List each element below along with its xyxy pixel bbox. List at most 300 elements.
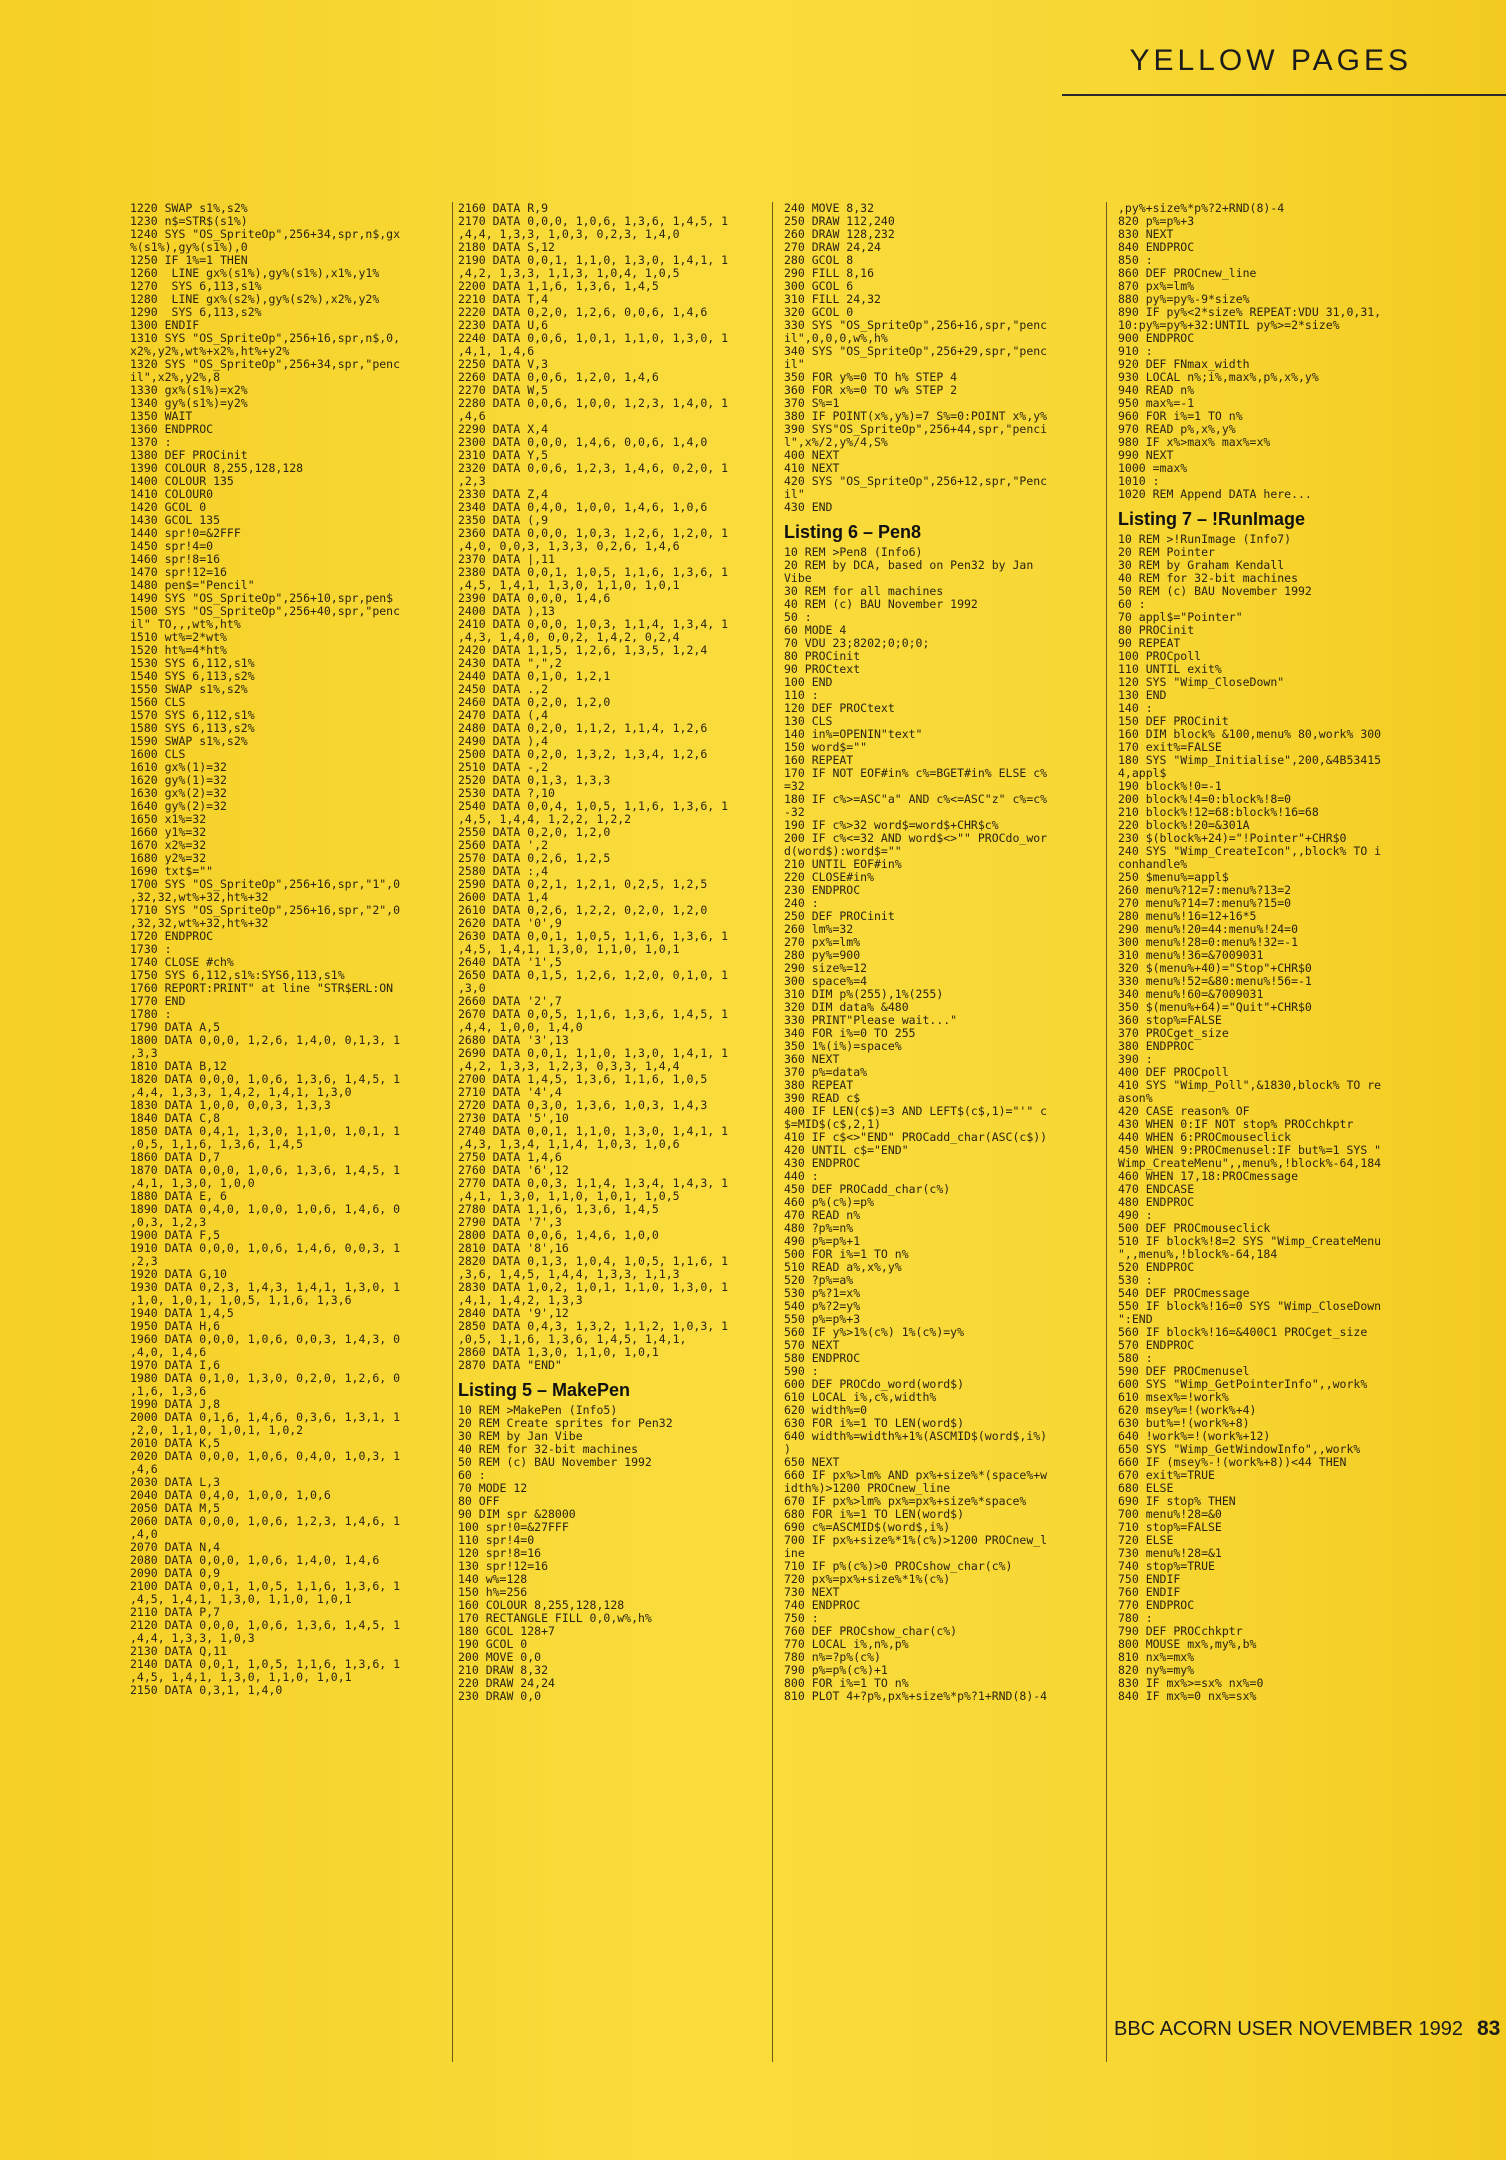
- code-line: 2240 DATA 0,0,6, 1,0,1, 1,1,0, 1,3,0, 1: [458, 331, 729, 345]
- code-line: 410 SYS "Wimp_Poll",&1830,block% TO re: [1118, 1078, 1382, 1092]
- code-line: 170 exit%=FALSE: [1118, 740, 1222, 754]
- code-line: 180 IF c%>=ASC"a" AND c%<=ASC"z" c%=c%: [784, 792, 1048, 806]
- code-line: 60 :: [458, 1468, 486, 1482]
- code-line: ,32,32,wt%+32,ht%+32: [130, 916, 269, 930]
- code-line: il": [784, 357, 805, 371]
- code-line: ,4,6: [130, 1462, 158, 1476]
- code-line: 140 in%=OPENIN"text": [784, 727, 923, 741]
- code-line: 2180 DATA S,12: [458, 240, 555, 254]
- code-line: 1630 gx%(2)=32: [130, 786, 227, 800]
- code-line: ,4,1, 1,3,0, 1,1,0, 1,0,1, 1,0,5: [458, 1189, 680, 1203]
- code-line: 320 $(menu%+40)="Stop"+CHR$0: [1118, 961, 1312, 975]
- code-line: 2070 DATA N,4: [130, 1540, 221, 1554]
- code-line: 1940 DATA 1,4,5: [130, 1306, 234, 1320]
- code-line: 1620 gy%(1)=32: [130, 773, 227, 787]
- code-line: 810 nx%=mx%: [1118, 1650, 1195, 1664]
- code-line: 110 spr!4=0: [458, 1533, 535, 1547]
- code-line: 2390 DATA 0,0,0, 1,4,6: [458, 591, 611, 605]
- code-line: %(s1%),gy%(s1%),0: [130, 240, 248, 254]
- code-line: ,4,1, 1,3,0, 1,0,0: [130, 1176, 255, 1190]
- code-line: 2860 DATA 1,3,0, 1,1,0, 1,0,1: [458, 1345, 659, 1359]
- code-line: 170 IF NOT EOF#in% c%=BGET#in% ELSE c%: [784, 766, 1048, 780]
- code-line: 1280 LINE gx%(s2%),gy%(s2%),x2%,y2%: [130, 292, 380, 306]
- code-line: 1830 DATA 1,0,0, 0,0,3, 1,3,3: [130, 1098, 331, 1112]
- code-line: 730 menu%!28=&1: [1118, 1546, 1222, 1560]
- listing-column-4: [1118, 202, 1432, 1703]
- column-divider: [772, 202, 773, 2062]
- code-line: 280 py%=900: [784, 948, 861, 962]
- code-line: 70 VDU 23;8202;0;0;0;: [784, 636, 930, 650]
- code-line: 470 ENDCASE: [1118, 1182, 1195, 1196]
- code-line: 1420 GCOL 0: [130, 500, 207, 514]
- code-line: 420 UNTIL c$="END": [784, 1143, 909, 1157]
- code-line: 750 ENDIF: [1118, 1572, 1181, 1586]
- code-line: 300 GCOL 6: [784, 279, 854, 293]
- code-line: 2600 DATA 1,4: [458, 890, 549, 904]
- listing-heading: Listing 6 – Pen8: [784, 522, 922, 542]
- code-line: 2710 DATA '4',4: [458, 1085, 562, 1099]
- code-line: 20 REM Pointer: [1118, 545, 1215, 559]
- code-line: 480 ENDPROC: [1118, 1195, 1195, 1209]
- code-line: 2170 DATA 0,0,0, 1,0,6, 1,3,6, 1,4,5, 1: [458, 214, 729, 228]
- code-line: 2850 DATA 0,4,3, 1,3,2, 1,1,2, 1,0,3, 1: [458, 1319, 729, 1333]
- code-line: 10 REM >MakePen (Info5): [458, 1403, 618, 1417]
- code-line: 2320 DATA 0,0,6, 1,2,3, 1,4,6, 0,2,0, 1: [458, 461, 729, 475]
- code-line: 510 IF block%!8=2 SYS "Wimp_CreateMenu: [1118, 1234, 1382, 1248]
- code-line: 130 CLS: [784, 714, 833, 728]
- code-line: 1670 x2%=32: [130, 838, 207, 852]
- code-line: 2640 DATA '1',5: [458, 955, 562, 969]
- code-line: 2010 DATA K,5: [130, 1436, 221, 1450]
- code-line: 790 p%=p%(c%)+1: [784, 1663, 888, 1677]
- code-line: 630 but%=!(work%+8): [1118, 1416, 1250, 1430]
- code-line: 760 ENDIF: [1118, 1585, 1181, 1599]
- code-line: 600 DEF PROCdo_word(word$): [784, 1377, 965, 1391]
- code-line: 4,appl$: [1118, 766, 1167, 780]
- code-line: 2870 DATA "END": [458, 1358, 562, 1372]
- code-line: x2%,y2%,wt%+x2%,ht%+y2%: [130, 344, 290, 358]
- code-line: 120 SYS "Wimp_CloseDown": [1118, 675, 1285, 689]
- code-line: 30 REM for all machines: [784, 584, 944, 598]
- code-line: 2810 DATA '8',16: [458, 1241, 569, 1255]
- code-line: 1350 WAIT: [130, 409, 193, 423]
- code-line: 2310 DATA Y,5: [458, 448, 549, 462]
- code-line: ,32,32,wt%+32,ht%+32: [130, 890, 269, 904]
- code-line: 220 block%!20=&301A: [1118, 818, 1250, 832]
- code-line: ,3,0: [458, 981, 486, 995]
- code-line: 1300 ENDIF: [130, 318, 200, 332]
- code-line: 500 FOR i%=1 TO n%: [784, 1247, 909, 1261]
- code-line: 200 MOVE 0,0: [458, 1650, 542, 1664]
- code-line: ,1,6, 1,3,6: [130, 1384, 207, 1398]
- code-line: 160 DIM block% &100,menu% 80,work% 300: [1118, 727, 1382, 741]
- code-line: 1500 SYS "OS_SpriteOp",256+40,spr,"penc: [130, 604, 401, 618]
- code-line: 310 FILL 24,32: [784, 292, 881, 306]
- code-line: 2430 DATA ",",2: [458, 656, 562, 670]
- code-line: 2530 DATA ?,10: [458, 786, 555, 800]
- code-line: 2500 DATA 0,2,0, 1,3,2, 1,3,4, 1,2,6: [458, 747, 708, 761]
- code-line: 720 px%=px%+size%*1%(c%): [784, 1572, 951, 1586]
- code-line: 60 :: [1118, 597, 1146, 611]
- code-line: 710 IF p%(c%)>0 PROCshow_char(c%): [784, 1559, 1013, 1573]
- page-number: 83: [1477, 2017, 1501, 2040]
- code-line: 970 READ p%,x%,y%: [1118, 422, 1236, 436]
- code-line: ,1,0, 1,0,1, 1,0,5, 1,1,6, 1,3,6: [130, 1293, 352, 1307]
- code-line: 250 $menu%=appl$: [1118, 870, 1229, 884]
- code-line: 2130 DATA Q,11: [130, 1644, 227, 1658]
- code-line: il",x2%,y2%,8: [130, 370, 221, 384]
- code-line: 1590 SWAP s1%,s2%: [130, 734, 248, 748]
- code-line: ,4,1, 1,4,2, 1,3,3: [458, 1293, 583, 1307]
- code-line: 380 IF POINT(x%,y%)=7 S%=0:POINT x%,y%: [784, 409, 1048, 423]
- code-line: 190 block%!0=-1: [1118, 779, 1222, 793]
- code-line: ,4,2, 1,3,3, 1,1,3, 1,0,4, 1,0,5: [458, 266, 680, 280]
- code-line: 390 READ c$: [784, 1091, 861, 1105]
- code-line: 330 menu%!52=&80:menu%!56=-1: [1118, 974, 1312, 988]
- code-line: 2580 DATA :,4: [458, 864, 549, 878]
- code-line: 2020 DATA 0,0,0, 1,0,6, 0,4,0, 1,0,3, 1: [130, 1449, 401, 1463]
- code-line: 840 ENDPROC: [1118, 240, 1195, 254]
- code-line: 520 ?p%=a%: [784, 1273, 854, 1287]
- code-line: ,3,3: [130, 1046, 158, 1060]
- code-line: 720 ELSE: [1118, 1533, 1174, 1547]
- code-line: 1530 SYS 6,112,s1%: [130, 656, 255, 670]
- code-line: 210 block%!12=68:block%!16=68: [1118, 805, 1319, 819]
- code-line: 2790 DATA '7',3: [458, 1215, 562, 1229]
- code-line: 2760 DATA '6',12: [458, 1163, 569, 1177]
- code-line: 1810 DATA B,12: [130, 1059, 227, 1073]
- code-line: 1840 DATA C,8: [130, 1111, 221, 1125]
- code-line: ,3,6, 1,4,5, 1,4,4, 1,3,3, 1,1,3: [458, 1267, 680, 1281]
- code-line: 640 width%=width%+1%(ASCMID$(word$,i%): [784, 1429, 1048, 1443]
- code-line: 1870 DATA 0,0,0, 1,0,6, 1,3,6, 1,4,5, 1: [130, 1163, 401, 1177]
- code-line: 2230 DATA U,6: [458, 318, 549, 332]
- listing-column-1: [130, 202, 454, 1697]
- code-line: 160 COLOUR 8,255,128,128: [458, 1598, 625, 1612]
- code-line: 2670 DATA 0,0,5, 1,1,6, 1,3,6, 1,4,5, 1: [458, 1007, 729, 1021]
- code-line: =32: [784, 779, 805, 793]
- code-line: 1800 DATA 0,0,0, 1,2,6, 1,4,0, 0,1,3, 1: [130, 1033, 401, 1047]
- code-line: 510 READ a%,x%,y%: [784, 1260, 902, 1274]
- code-line: 1930 DATA 0,2,3, 1,4,3, 1,4,1, 1,3,0, 1: [130, 1280, 401, 1294]
- code-line: 150 word$="": [784, 740, 868, 754]
- code-line: 660 IF px%>lm% AND px%+size%*(space%+w: [784, 1468, 1048, 1482]
- code-line: 2250 DATA V,3: [458, 357, 549, 371]
- code-line: 2770 DATA 0,0,3, 1,1,4, 1,3,4, 1,4,3, 1: [458, 1176, 729, 1190]
- code-line: ,4,2, 1,3,3, 1,2,3, 0,3,3, 1,4,4: [458, 1059, 680, 1073]
- code-line: 2120 DATA 0,0,0, 1,0,6, 1,3,6, 1,4,5, 1: [130, 1618, 401, 1632]
- code-line: 2000 DATA 0,1,6, 1,4,6, 0,3,6, 1,3,1, 1: [130, 1410, 401, 1424]
- code-line: 240 MOVE 8,32: [784, 202, 875, 215]
- code-line: 400 DEF PROCpoll: [1118, 1065, 1229, 1079]
- code-line: 2550 DATA 0,2,0, 1,2,0: [458, 825, 611, 839]
- code-line: ,4,0, 1,4,6: [130, 1345, 207, 1359]
- code-line: 660 IF (msey%-!(work%+8))<44 THEN: [1118, 1455, 1347, 1469]
- code-line: 740 stop%=TRUE: [1118, 1559, 1215, 1573]
- code-line: 830 NEXT: [1118, 227, 1174, 241]
- code-line: 260 DRAW 128,232: [784, 227, 895, 241]
- code-line: 440 :: [784, 1169, 819, 1183]
- code-line: 2270 DATA W,5: [458, 383, 549, 397]
- code-line: 520 ENDPROC: [1118, 1260, 1195, 1274]
- code-line: 810 PLOT 4+?p%,px%+size%*p%?1+RND(8)-4: [784, 1689, 1048, 1703]
- code-line: 1430 GCOL 135: [130, 513, 221, 527]
- code-line: 930 LOCAL n%;i%,max%,p%,x%,y%: [1118, 370, 1319, 384]
- code-line: 1470 spr!12=16: [130, 565, 227, 579]
- code-line: 1340 gy%(s1%)=y2%: [130, 396, 248, 410]
- code-line: 140 :: [1118, 701, 1153, 715]
- code-line: 370 S%=1: [784, 396, 840, 410]
- code-line: 2520 DATA 0,1,3, 1,3,3: [458, 773, 611, 787]
- code-line: 540 p%?2=y%: [784, 1299, 861, 1313]
- code-line: ,4,4, 1,3,3, 1,0,3, 0,2,3, 1,4,0: [458, 227, 680, 241]
- code-line: 330 SYS "OS_SpriteOp",256+16,spr,"penc: [784, 318, 1048, 332]
- code-line: 2540 DATA 0,0,4, 1,0,5, 1,1,6, 1,3,6, 1: [458, 799, 729, 813]
- code-line: 800 FOR i%=1 TO n%: [784, 1676, 909, 1690]
- code-line: 120 DEF PROCtext: [784, 701, 895, 715]
- code-line: 230 DRAW 0,0: [458, 1689, 542, 1703]
- code-line: 450 DEF PROCadd_char(c%): [784, 1182, 951, 1196]
- code-line: 2420 DATA 1,1,5, 1,2,6, 1,3,5, 1,2,4: [458, 643, 708, 657]
- code-line: 370 PROCget_size: [1118, 1026, 1229, 1040]
- code-line: 2140 DATA 0,0,1, 1,0,5, 1,1,6, 1,3,6, 1: [130, 1657, 401, 1671]
- code-line: 590 :: [784, 1364, 819, 1378]
- code-line: 540 DEF PROCmessage: [1118, 1286, 1250, 1300]
- code-line: 1890 DATA 0,4,0, 1,0,0, 1,0,6, 1,4,6, 0: [130, 1202, 401, 1216]
- code-line: 1850 DATA 0,4,1, 1,3,0, 1,1,0, 1,0,1, 1: [130, 1124, 401, 1138]
- code-line: 150 DEF PROCinit: [1118, 714, 1229, 728]
- code-line: 230 ENDPROC: [784, 883, 861, 897]
- code-line: 420 SYS "OS_SpriteOp",256+12,spr,"Penc: [784, 474, 1048, 488]
- code-line: 610 LOCAL i%,c%,width%: [784, 1390, 937, 1404]
- code-line: 640 !work%=!(work%+12): [1118, 1429, 1271, 1443]
- code-line: 370 p%=data%: [784, 1065, 868, 1079]
- code-line: 1360 ENDPROC: [130, 422, 214, 436]
- code-line: 770 LOCAL i%,n%,p%: [784, 1637, 909, 1651]
- code-line: 40 REM for 32-bit machines: [1118, 571, 1299, 585]
- code-line: 2040 DATA 0,4,0, 1,0,0, 1,0,6: [130, 1488, 331, 1502]
- code-line: 360 NEXT: [784, 1052, 840, 1066]
- section-header: YELLOW PAGES: [1129, 44, 1412, 77]
- code-line: 1680 y2%=32: [130, 851, 207, 865]
- code-line: 790 DEF PROCchkptr: [1118, 1624, 1243, 1638]
- code-line: 1560 CLS: [130, 695, 186, 709]
- code-line: 900 ENDPROC: [1118, 331, 1195, 345]
- code-line: 680 ELSE: [1118, 1481, 1174, 1495]
- code-line: 1480 pen$="Pencil": [130, 578, 255, 592]
- code-line: 2590 DATA 0,2,1, 1,2,1, 0,2,5, 1,2,5: [458, 877, 708, 891]
- code-line: 2210 DATA T,4: [458, 292, 549, 306]
- code-line: 580 :: [1118, 1351, 1153, 1365]
- code-line: 310 DIM p%(255),1%(255): [784, 987, 944, 1001]
- code-line: 610 msex%=!work%: [1118, 1390, 1229, 1404]
- code-line: 100 END: [784, 675, 833, 689]
- code-line: 1650 x1%=32: [130, 812, 207, 826]
- code-line: ason%: [1118, 1091, 1153, 1105]
- code-line: 250 DRAW 112,240: [784, 214, 895, 228]
- code-line: 1260 LINE gx%(s1%),gy%(s1%),x1%,y1%: [130, 266, 380, 280]
- code-line: 1750 SYS 6,112,s1%:SYS6,113,s1%: [130, 968, 345, 982]
- code-line: ,2,3: [130, 1254, 158, 1268]
- code-line: 260 menu%?12=7:menu%?13=2: [1118, 883, 1292, 897]
- code-line: 870 px%=lm%: [1118, 279, 1195, 293]
- code-line: 20 REM by DCA, based on Pen32 by Jan: [784, 558, 1034, 572]
- code-line: ,4,5, 1,4,1, 1,3,0, 1,1,0, 1,0,1: [130, 1592, 352, 1606]
- code-line: 2740 DATA 0,0,1, 1,1,0, 1,3,0, 1,4,1, 1: [458, 1124, 729, 1138]
- code-line: 620 width%=0: [784, 1403, 868, 1417]
- code-line: 2380 DATA 0,0,1, 1,0,5, 1,1,6, 1,3,6, 1: [458, 565, 729, 579]
- code-line: 2370 DATA |,11: [458, 552, 555, 566]
- code-line: 360 stop%=FALSE: [1118, 1013, 1222, 1027]
- code-line: 1380 DEF PROCinit: [130, 448, 248, 462]
- code-line: 460 p%(c%)=p%: [784, 1195, 875, 1209]
- code-line: 2150 DATA 0,3,1, 1,4,0: [130, 1683, 283, 1697]
- code-line: 340 menu%!60=&7009031: [1118, 987, 1264, 1001]
- code-line: 2290 DATA X,4: [458, 422, 549, 436]
- code-line: 1860 DATA D,7: [130, 1150, 221, 1164]
- code-line: 1540 SYS 6,113,s2%: [130, 669, 255, 683]
- code-line: 380 ENDPROC: [1118, 1039, 1195, 1053]
- code-line: 1920 DATA G,10: [130, 1267, 227, 1281]
- code-line: 2090 DATA 0,9: [130, 1566, 221, 1580]
- code-line: Wimp_CreateMenu",,menu%,!block%-64,184: [1118, 1156, 1382, 1170]
- code-line: 390 SYS"OS_SpriteOp",256+44,spr,"penci: [784, 422, 1048, 436]
- code-line: 50 :: [784, 610, 812, 624]
- listing-column-2: [458, 202, 748, 1703]
- code-line: 450 WHEN 9:PROCmenusel:IF but%=1 SYS ": [1118, 1143, 1382, 1157]
- code-line: 690 IF stop% THEN: [1118, 1494, 1236, 1508]
- code-line: 120 spr!8=16: [458, 1546, 542, 1560]
- code-line: 1770 END: [130, 994, 186, 1008]
- code-line: 110 :: [784, 688, 819, 702]
- code-line: 710 stop%=FALSE: [1118, 1520, 1222, 1534]
- code-line: 1710 SYS "OS_SpriteOp",256+16,spr,"2",0: [130, 903, 401, 917]
- code-line: 160 REPEAT: [784, 753, 854, 767]
- code-line: idth%)>1200 PROCnew_line: [784, 1481, 951, 1495]
- code-line: 1450 spr!4=0: [130, 539, 214, 553]
- header-rule: [1062, 94, 1506, 96]
- code-line: 310 menu%!36=&7009031: [1118, 948, 1264, 962]
- code-line: 170 RECTANGLE FILL 0,0,w%,h%: [458, 1611, 652, 1625]
- code-line: 780 :: [1118, 1611, 1153, 1625]
- code-line: 360 FOR x%=0 TO w% STEP 2: [784, 383, 958, 397]
- code-line: 200 block%!4=0:block%!8=0: [1118, 792, 1292, 806]
- code-line: 90 REPEAT: [1118, 636, 1181, 650]
- code-line: 40 REM (c) BAU November 1992: [784, 597, 978, 611]
- code-line: 230 $(block%+24)="!Pointer"+CHR$0: [1118, 831, 1347, 845]
- code-line: 150 h%=256: [458, 1585, 528, 1599]
- code-line: 940 READ n%: [1118, 383, 1195, 397]
- code-line: 730 NEXT: [784, 1585, 840, 1599]
- code-line: 100 spr!0=&27FFF: [458, 1520, 569, 1534]
- code-line: 50 REM (c) BAU November 1992: [1118, 584, 1312, 598]
- code-line: 560 IF y%>1%(c%) 1%(c%)=y%: [784, 1325, 965, 1339]
- code-line: 2350 DATA (,9: [458, 513, 549, 527]
- code-line: 490 p%=p%+1: [784, 1234, 861, 1248]
- code-line: 1660 y1%=32: [130, 825, 207, 839]
- code-line: 990 NEXT: [1118, 448, 1174, 462]
- code-line: 460 WHEN 17,18:PROCmessage: [1118, 1169, 1299, 1183]
- code-line: 850 :: [1118, 253, 1153, 267]
- code-line: 2510 DATA -,2: [458, 760, 549, 774]
- code-line: 1600 CLS: [130, 747, 186, 761]
- code-line: 2440 DATA 0,1,0, 1,2,1: [458, 669, 611, 683]
- code-line: 700 menu%!28=&0: [1118, 1507, 1222, 1521]
- code-line: 480 ?p%=n%: [784, 1221, 854, 1235]
- code-line: 2220 DATA 0,2,0, 1,2,6, 0,0,6, 1,4,6: [458, 305, 708, 319]
- code-line: 2450 DATA .,2: [458, 682, 549, 696]
- code-line: 400 IF LEN(c$)=3 AND LEFT$(c$,1)="'" c: [784, 1104, 1048, 1118]
- code-line: 1250 IF 1%=1 THEN: [130, 253, 248, 267]
- code-line: 2110 DATA P,7: [130, 1605, 221, 1619]
- code-line: 1740 CLOSE #ch%: [130, 955, 234, 969]
- code-line: 1370 :: [130, 435, 172, 449]
- code-line: 1730 :: [130, 942, 172, 956]
- code-line: 1220 SWAP s1%,s2%: [130, 202, 248, 215]
- code-line: 60 MODE 4: [784, 623, 847, 637]
- code-line: 1510 wt%=2*wt%: [130, 630, 227, 644]
- code-line: 1960 DATA 0,0,0, 1,0,6, 0,0,3, 1,4,3, 0: [130, 1332, 401, 1346]
- code-line: 290 FILL 8,16: [784, 266, 875, 280]
- code-line: 200 IF c%<=32 AND word$<>"" PROCdo_wor: [784, 831, 1048, 845]
- code-line: 1240 SYS "OS_SpriteOp",256+34,spr,n$,gx: [130, 227, 401, 241]
- code-line: 770 ENDPROC: [1118, 1598, 1195, 1612]
- code-line: 1690 txt$="": [130, 864, 214, 878]
- code-line: 2840 DATA '9',12: [458, 1306, 569, 1320]
- code-line: 1580 SYS 6,113,s2%: [130, 721, 255, 735]
- code-line: il",0,0,0,w%,h%: [784, 331, 888, 345]
- code-line: 2610 DATA 0,2,6, 1,2,2, 0,2,0, 1,2,0: [458, 903, 708, 917]
- code-line: 690 c%=ASCMID$(word$,i%): [784, 1520, 951, 1534]
- code-line: 860 DEF PROCnew_line: [1118, 266, 1257, 280]
- code-line: 980 IF x%>max% max%=x%: [1118, 435, 1271, 449]
- code-line: ,4,5, 1,4,1, 1,3,0, 1,1,0, 1,0,1: [130, 1670, 352, 1684]
- code-line: 130 spr!12=16: [458, 1559, 549, 1573]
- code-line: ,4,4, 1,3,3, 1,0,3: [130, 1631, 255, 1645]
- code-line: 190 IF c%>32 word$=word$+CHR$c%: [784, 818, 999, 832]
- code-line: 420 CASE reason% OF: [1118, 1104, 1250, 1118]
- code-line: 410 NEXT: [784, 461, 840, 475]
- listing-heading: Listing 5 – MakePen: [458, 1380, 631, 1400]
- code-line: 2560 DATA ',2: [458, 838, 549, 852]
- code-line: 350 FOR y%=0 TO h% STEP 4: [784, 370, 958, 384]
- code-line: 670 exit%=TRUE: [1118, 1468, 1215, 1482]
- code-line: ,4,4, 1,0,0, 1,4,0: [458, 1020, 583, 1034]
- code-line: 390 :: [1118, 1052, 1153, 1066]
- code-line: 320 GCOL 0: [784, 305, 854, 319]
- code-line: 1520 ht%=4*ht%: [130, 643, 227, 657]
- code-line: 210 UNTIL EOF#in%: [784, 857, 902, 871]
- code-line: Vibe: [784, 571, 812, 585]
- code-line: 110 UNTIL exit%: [1118, 662, 1222, 676]
- code-line: 910 :: [1118, 344, 1153, 358]
- code-line: 1010 :: [1118, 474, 1160, 488]
- code-line: 400 NEXT: [784, 448, 840, 462]
- code-line: 2690 DATA 0,0,1, 1,1,0, 1,3,0, 1,4,1, 1: [458, 1046, 729, 1060]
- code-line: 50 REM (c) BAU November 1992: [458, 1455, 652, 1469]
- code-line: 140 w%=128: [458, 1572, 528, 1586]
- code-line: 1900 DATA F,5: [130, 1228, 221, 1242]
- code-line: 220 DRAW 24,24: [458, 1676, 555, 1690]
- code-line: 300 menu%!28=0:menu%!32=-1: [1118, 935, 1299, 949]
- code-line: 840 IF mx%=0 nx%=sx%: [1118, 1689, 1257, 1703]
- code-line: 1410 COLOUR0: [130, 487, 214, 501]
- code-line: 2700 DATA 1,4,5, 1,3,6, 1,1,6, 1,0,5: [458, 1072, 708, 1086]
- code-line: 570 NEXT: [784, 1338, 840, 1352]
- code-line: 2300 DATA 0,0,0, 1,4,6, 0,0,6, 1,4,0: [458, 435, 708, 449]
- code-line: 250 DEF PROCinit: [784, 909, 895, 923]
- footer-magazine-issue: BBC ACORN USER NOVEMBER 1992: [1114, 2018, 1463, 2040]
